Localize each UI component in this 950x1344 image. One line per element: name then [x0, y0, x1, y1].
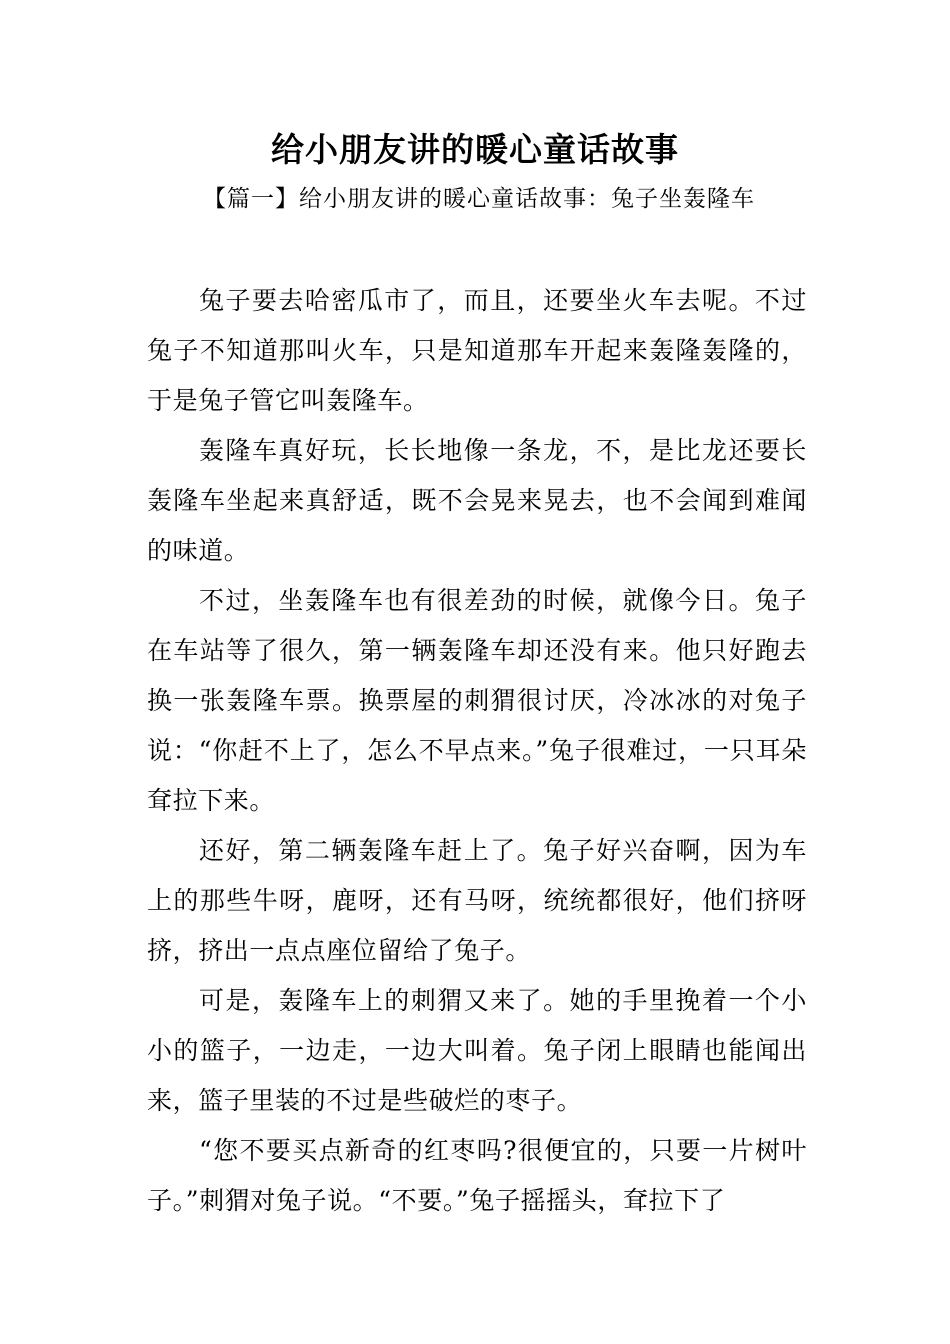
story-paragraph: “您不要买点新奇的红枣吗?很便宜的，只要一片树叶子。”刺猬对兔子说。“不要。”兔子摇摇头，耷拉下了	[147, 1136, 807, 1215]
story-paragraph: 可是，轰隆车上的刺猬又来了。她的手里挽着一个小小的篮子，一边走，一边大叫着。兔子闭上眼睛也能闻出来，篮子里装的不过是些破烂的枣子。	[147, 986, 807, 1115]
document-subtitle: 【篇一】给小朋友讲的暖心童话故事：兔子坐轰隆车	[203, 186, 755, 212]
story-paragraph: 不过，坐轰隆车也有很差劲的时候，就像今日。兔子在车站等了很久，第一辆轰隆车却还没有来。他只好跑去换一张轰隆车票。换票屋的刺猬很讨厌，冷冰冰的对兔子说：“你赶不上了，怎么不早点来。”兔子很难过，一只耳朵耷拉下来。	[147, 586, 807, 815]
story-paragraph: 兔子要去哈密瓜市了，而且，还要坐火车去呢。不过兔子不知道那叫火车，只是知道那车开起来轰隆轰隆的，于是兔子管它叫轰隆车。	[147, 286, 807, 415]
document-title: 给小朋友讲的暖心童话故事	[271, 130, 679, 169]
story-paragraph: 轰隆车真好玩，长长地像一条龙，不，是比龙还要长轰隆车坐起来真舒适，既不会晃来晃去，也不会闻到难闻的味道。	[147, 436, 807, 565]
story-body	[147, 276, 807, 1226]
story-paragraph: 还好，第二辆轰隆车赶上了。兔子好兴奋啊，因为车上的那些牛呀，鹿呀，还有马呀，统统都很好，他们挤呀挤，挤出一点点座位留给了兔子。	[147, 836, 807, 965]
